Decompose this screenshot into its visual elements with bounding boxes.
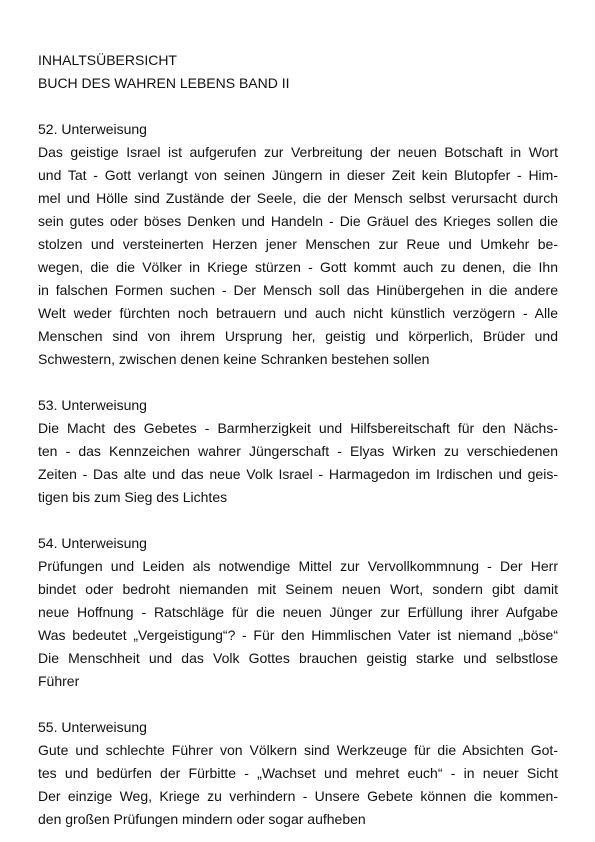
section-text-line: mel und Hölle sind Zustände der Seele, die der Mensch selbst verursacht durch	[38, 190, 558, 206]
section-text-line: Zeiten - Das alte und das neue Volk Israel - Harmagedon im Irdischen und geis-	[38, 466, 558, 482]
section-text-line: bindet oder bedroht niemanden mit Seinem neuen Wort, sondern gibt damit	[38, 581, 558, 597]
section-text-line: Menschen sind von ihrem Ursprung her, geistig und körperlich, Brüder und	[38, 328, 558, 344]
document-title: INHALTSÜBERSICHT	[38, 52, 177, 68]
section-text-line: Das geistige Israel ist aufgerufen zur Verbreitung der neuen Botschaft in Wort	[38, 144, 558, 160]
section-text-line: Schwestern, zwischen denen keine Schranken bestehen sollen	[38, 351, 430, 367]
section-text-line: den großen Prüfungen mindern oder sogar aufheben	[38, 811, 366, 827]
section-text-line: stolzen und versteinerten Herzen jener Menschen zur Reue und Umkehr be-	[38, 236, 558, 252]
section-text-line: ten - das Kennzeichen wahrer Jüngerschaft - Elyas Wirken zu verschiedenen	[38, 443, 558, 459]
section-text-line: tigen bis zum Sieg des Lichtes	[38, 489, 228, 505]
section-text-line: Die Macht des Gebetes - Barmherzigkeit und Hilfsbereitschaft für den Nächs-	[38, 420, 558, 436]
section-text-line: tes und bedürfen der Fürbitte - „Wachset und mehret euch“ - in neuer Sicht	[38, 765, 558, 781]
section-text-line: Prüfungen und Leiden als notwendige Mittel zur Vervollkommnung - Der Herr	[38, 558, 558, 574]
section-text-line: Führer	[38, 673, 80, 689]
section-text-line: Was bedeutet „Vergeistigung“? - Für den Himmlischen Vater ist niemand „böse“	[38, 627, 558, 643]
section-54	[38, 532, 558, 693]
document-subtitle: BUCH DES WAHREN LEBENS BAND II	[38, 75, 290, 91]
section-text-line: Gute und schlechte Führer von Völkern sind Werkzeuge für die Absichten Got-	[38, 742, 558, 758]
section-heading: 54. Unterweisung	[38, 535, 147, 551]
section-heading: 52. Unterweisung	[38, 121, 147, 137]
section-text-line: neue Hoffnung - Ratschläge für die neuen Jünger zur Erfüllung ihrer Aufgabe	[38, 604, 558, 620]
section-text-line: Welt weder fürchten noch betrauern und auch nicht künstlich verzögern - Alle	[38, 305, 558, 321]
document-page	[38, 49, 558, 831]
section-text-line: Die Menschheit und das Volk Gottes brauchen geistig starke und selbstlose	[38, 650, 558, 666]
section-heading: 53. Unterweisung	[38, 397, 147, 413]
section-heading: 55. Unterweisung	[38, 719, 147, 735]
section-52	[38, 118, 558, 371]
section-55	[38, 716, 558, 831]
section-53	[38, 394, 558, 509]
section-text-line: wegen, die die Völker in Kriege stürzen - Gott kommt auch zu denen, die Ihn	[38, 259, 558, 275]
section-text-line: Der einzige Weg, Kriege zu verhindern - Unsere Gebete können die kommen-	[38, 788, 558, 804]
section-text-line: und Tat - Gott verlangt von seinen Jüngern in dieser Zeit kein Blutopfer - Him-	[38, 167, 558, 183]
sections-container	[38, 118, 558, 831]
section-text-line: in falschen Formen suchen - Der Mensch soll das Hinübergehen in die andere	[38, 282, 558, 298]
section-text-line: sein gutes oder böses Denken und Handeln - Die Gräuel des Krieges sollen die	[38, 213, 558, 229]
